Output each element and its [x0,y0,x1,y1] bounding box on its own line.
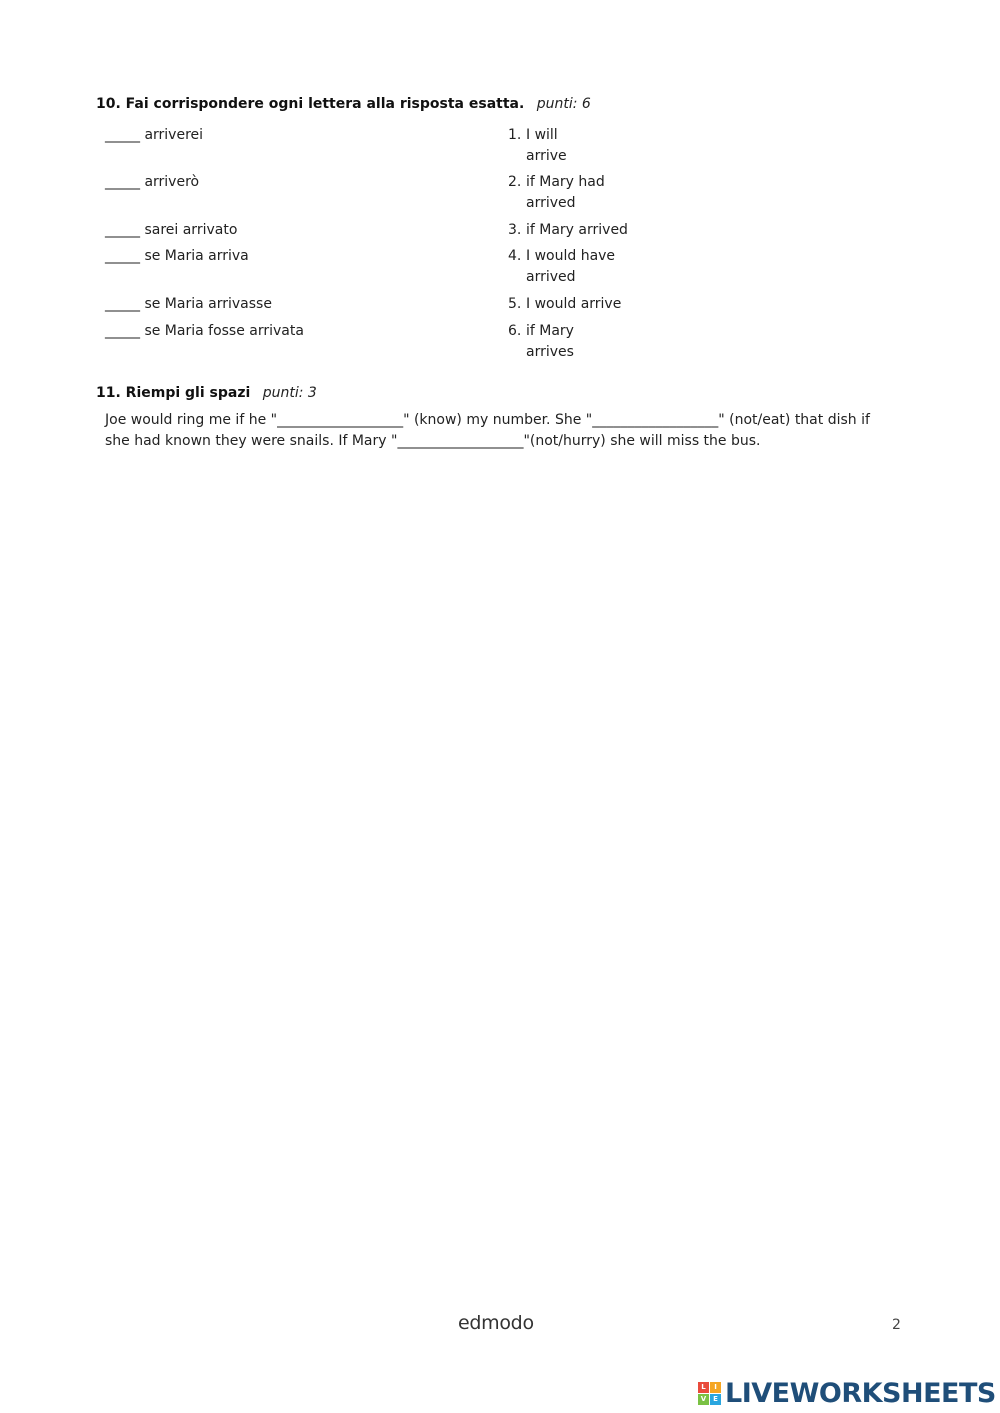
question-10-title [96,96,591,112]
match-left-item[interactable]: _____ se Maria arrivasse [105,296,272,312]
match-right-item [508,321,586,363]
match-right-item [508,294,666,315]
match-right-number: 5. [508,296,522,312]
match-right-text: I would arrive [526,296,622,312]
lw-icon-tile: V [698,1394,709,1405]
lw-icon-tile: E [710,1394,721,1405]
liveworksheets-wordmark: LIVEWORKSHEETS [725,1378,996,1409]
match-right-text: I will arrive [526,127,567,164]
match-right-text: I would have arrived [526,248,616,285]
match-right-text: if Mary arrives [526,323,574,360]
match-right-number: 6. [508,323,522,339]
match-right-number: 1. [508,127,522,143]
question-10-text: 10. Fai corrispondere ogni lettera alla risposta esatta. [96,96,525,112]
lw-icon-tile: L [698,1382,709,1393]
match-right-item [508,125,586,167]
match-left-item[interactable]: _____ arriverò [105,174,200,190]
lw-icon-tile: I [710,1382,721,1393]
match-left-item[interactable]: _____ sarei arrivato [105,222,238,238]
question-11-title [96,385,317,401]
liveworksheets-logo[interactable] [698,1378,996,1409]
page-number: 2 [892,1317,901,1333]
edmodo-logo: edmodo [458,1312,534,1334]
match-right-item [508,172,621,214]
question-11-points: punti: 3 [262,385,317,401]
match-right-number: 4. [508,248,522,264]
match-left-item[interactable]: _____ se Maria fosse arrivata [105,323,304,339]
match-left-item[interactable]: _____ se Maria arriva [105,248,249,264]
match-right-number: 2. [508,174,522,190]
match-right-text: if Mary arrived [526,222,628,238]
match-right-item [508,220,666,241]
match-right-item [508,246,626,288]
liveworksheets-icon [698,1382,721,1405]
match-right-number: 3. [508,222,522,238]
question-11-text: 11. Riempi gli spazi [96,385,251,401]
fill-in-blanks-paragraph[interactable]: Joe would ring me if he "__________________" (know) my number. She "__________________" (not/eat) that dish if she had known they were snails. If Mary "__________________"(not/hurry) she will miss the bus. [105,412,870,449]
match-right-text: if Mary had arrived [526,174,605,211]
question-10-points: punti: 6 [536,96,591,112]
match-left-item[interactable]: _____ arriverei [105,127,204,143]
